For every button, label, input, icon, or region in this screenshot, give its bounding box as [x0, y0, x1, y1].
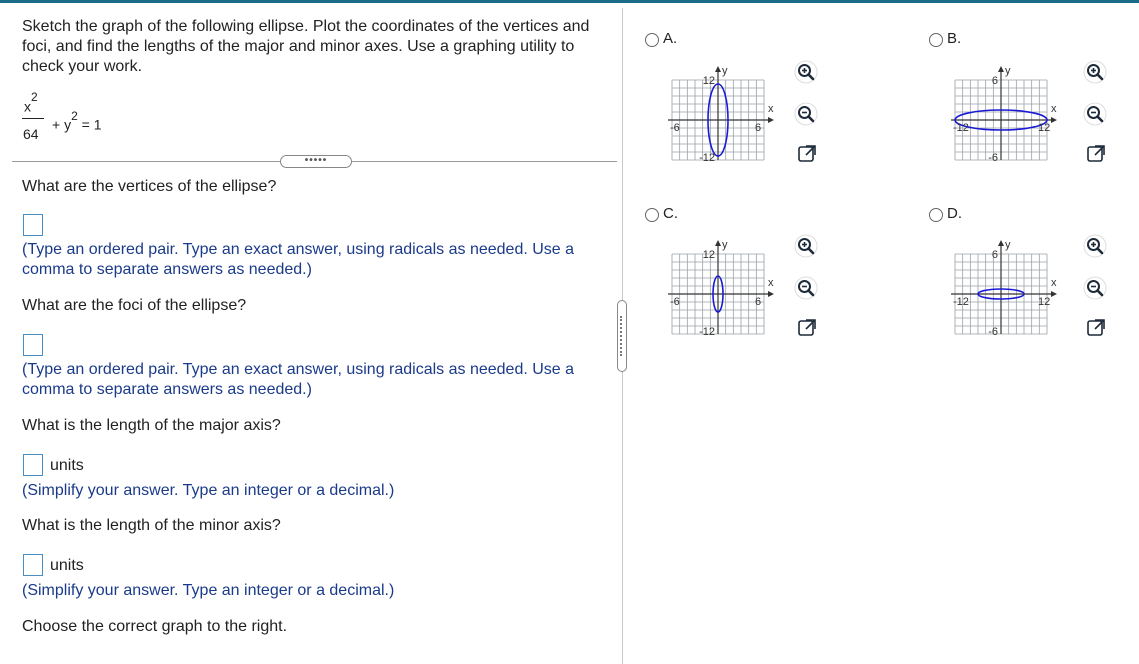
x-axis-label: x	[1051, 277, 1057, 289]
open-window-icon[interactable]	[1084, 142, 1108, 166]
choose-graph-text: Choose the correct graph to the right.	[22, 618, 288, 635]
tick-label-right: 12	[1038, 296, 1051, 308]
panel-resize-handle[interactable]	[617, 300, 627, 372]
minor-axis-units: units	[50, 557, 84, 574]
open-window-icon[interactable]	[795, 142, 819, 166]
option-c-graph[interactable]	[666, 232, 776, 342]
x-axis-label: x	[768, 277, 774, 289]
option-b-radio[interactable]	[929, 33, 943, 47]
option-a-label[interactable]: A.	[663, 30, 678, 47]
open-window-icon[interactable]	[795, 316, 819, 340]
option-b-graph[interactable]	[949, 58, 1059, 168]
y-axis-arrow	[998, 240, 1004, 246]
minor-axis-answer-input[interactable]	[23, 554, 43, 576]
y-axis-label: y	[1005, 239, 1011, 251]
tick-label-right: 6	[755, 122, 762, 134]
option-d-label[interactable]: D.	[947, 205, 962, 222]
tick-label-bottom: -12	[699, 326, 715, 338]
foci-hint: (Type an ordered pair. Type an exact answer, using radicals as needed. Use a comma to separate answers as needed.)	[22, 361, 575, 398]
tick-label-top: 12	[702, 249, 715, 261]
fraction-bar	[22, 118, 44, 119]
x-axis-arrow	[768, 117, 774, 123]
tick-label-left: -12	[953, 296, 969, 308]
x-axis-arrow	[1051, 117, 1057, 123]
minor-axis-prompt: What is the length of the minor axis?	[22, 517, 281, 534]
option-d-radio[interactable]	[929, 208, 943, 222]
zoom-out-icon[interactable]	[1083, 276, 1107, 300]
equation-y-term: + y	[52, 116, 72, 133]
zoom-in-icon[interactable]	[1083, 234, 1107, 258]
major-axis-prompt: What is the length of the major axis?	[22, 417, 281, 434]
tick-label-right: 12	[1038, 122, 1051, 134]
option-d-graph[interactable]	[949, 232, 1059, 342]
tick-label-top: 6	[991, 75, 998, 87]
y-axis-arrow	[715, 240, 721, 246]
equation-numerator-exponent: 2	[31, 90, 38, 104]
option-c-label[interactable]: C.	[663, 205, 678, 222]
equation-rhs: = 1	[77, 116, 102, 133]
option-a-graph[interactable]	[666, 58, 776, 168]
option-a-radio[interactable]	[645, 33, 659, 47]
zoom-out-icon[interactable]	[794, 102, 818, 126]
y-axis-label: y	[1005, 65, 1011, 77]
tick-label-left: -6	[670, 296, 680, 308]
zoom-in-icon[interactable]	[794, 234, 818, 258]
tick-label-top: 12	[702, 75, 715, 87]
tick-label-bottom: -12	[699, 152, 715, 164]
option-b-label[interactable]: B.	[947, 30, 962, 47]
equation-y-exponent: 2	[71, 109, 78, 123]
tick-label-top: 6	[991, 249, 998, 261]
vertices-hint: (Type an ordered pair. Type an exact answer, using radicals as needed. Use a comma to separate answers as needed.)	[22, 241, 575, 278]
foci-answer-input[interactable]	[23, 334, 43, 356]
x-axis-label: x	[768, 103, 774, 115]
tick-label-left: -12	[953, 122, 969, 134]
y-axis-arrow	[715, 66, 721, 72]
tick-label-bottom: -6	[988, 152, 998, 164]
y-axis-label: y	[722, 65, 728, 77]
major-axis-hint: (Simplify your answer. Type an integer or a decimal.)	[22, 482, 395, 499]
foci-prompt: What are the foci of the ellipse?	[22, 297, 247, 314]
y-axis-arrow	[998, 66, 1004, 72]
zoom-out-icon[interactable]	[794, 276, 818, 300]
tick-label-left: -6	[670, 122, 680, 134]
tick-label-bottom: -6	[988, 326, 998, 338]
major-axis-units: units	[50, 457, 84, 474]
x-axis-label: x	[1051, 103, 1057, 115]
y-axis-label: y	[722, 239, 728, 251]
x-axis-arrow	[1051, 291, 1057, 297]
zoom-in-icon[interactable]	[794, 60, 818, 84]
zoom-out-icon[interactable]	[1083, 102, 1107, 126]
x-axis-arrow	[768, 291, 774, 297]
zoom-in-icon[interactable]	[1083, 60, 1107, 84]
tick-label-right: 6	[755, 296, 762, 308]
minor-axis-hint: (Simplify your answer. Type an integer or a decimal.)	[22, 582, 395, 599]
question-text: Sketch the graph of the following ellipse. Plot the coordinates of the vertices and foci, and find the lengths of the major and minor axes. Use a graphing utility to check your work.	[22, 18, 590, 75]
open-window-icon[interactable]	[1084, 316, 1108, 340]
more-button[interactable]: •••••	[280, 155, 352, 168]
vertices-answer-input[interactable]	[23, 214, 43, 236]
equation-numerator: x	[24, 98, 31, 115]
vertices-prompt: What are the vertices of the ellipse?	[22, 178, 277, 195]
option-c-radio[interactable]	[645, 208, 659, 222]
equation-denominator: 64	[23, 126, 39, 142]
major-axis-answer-input[interactable]	[23, 454, 43, 476]
